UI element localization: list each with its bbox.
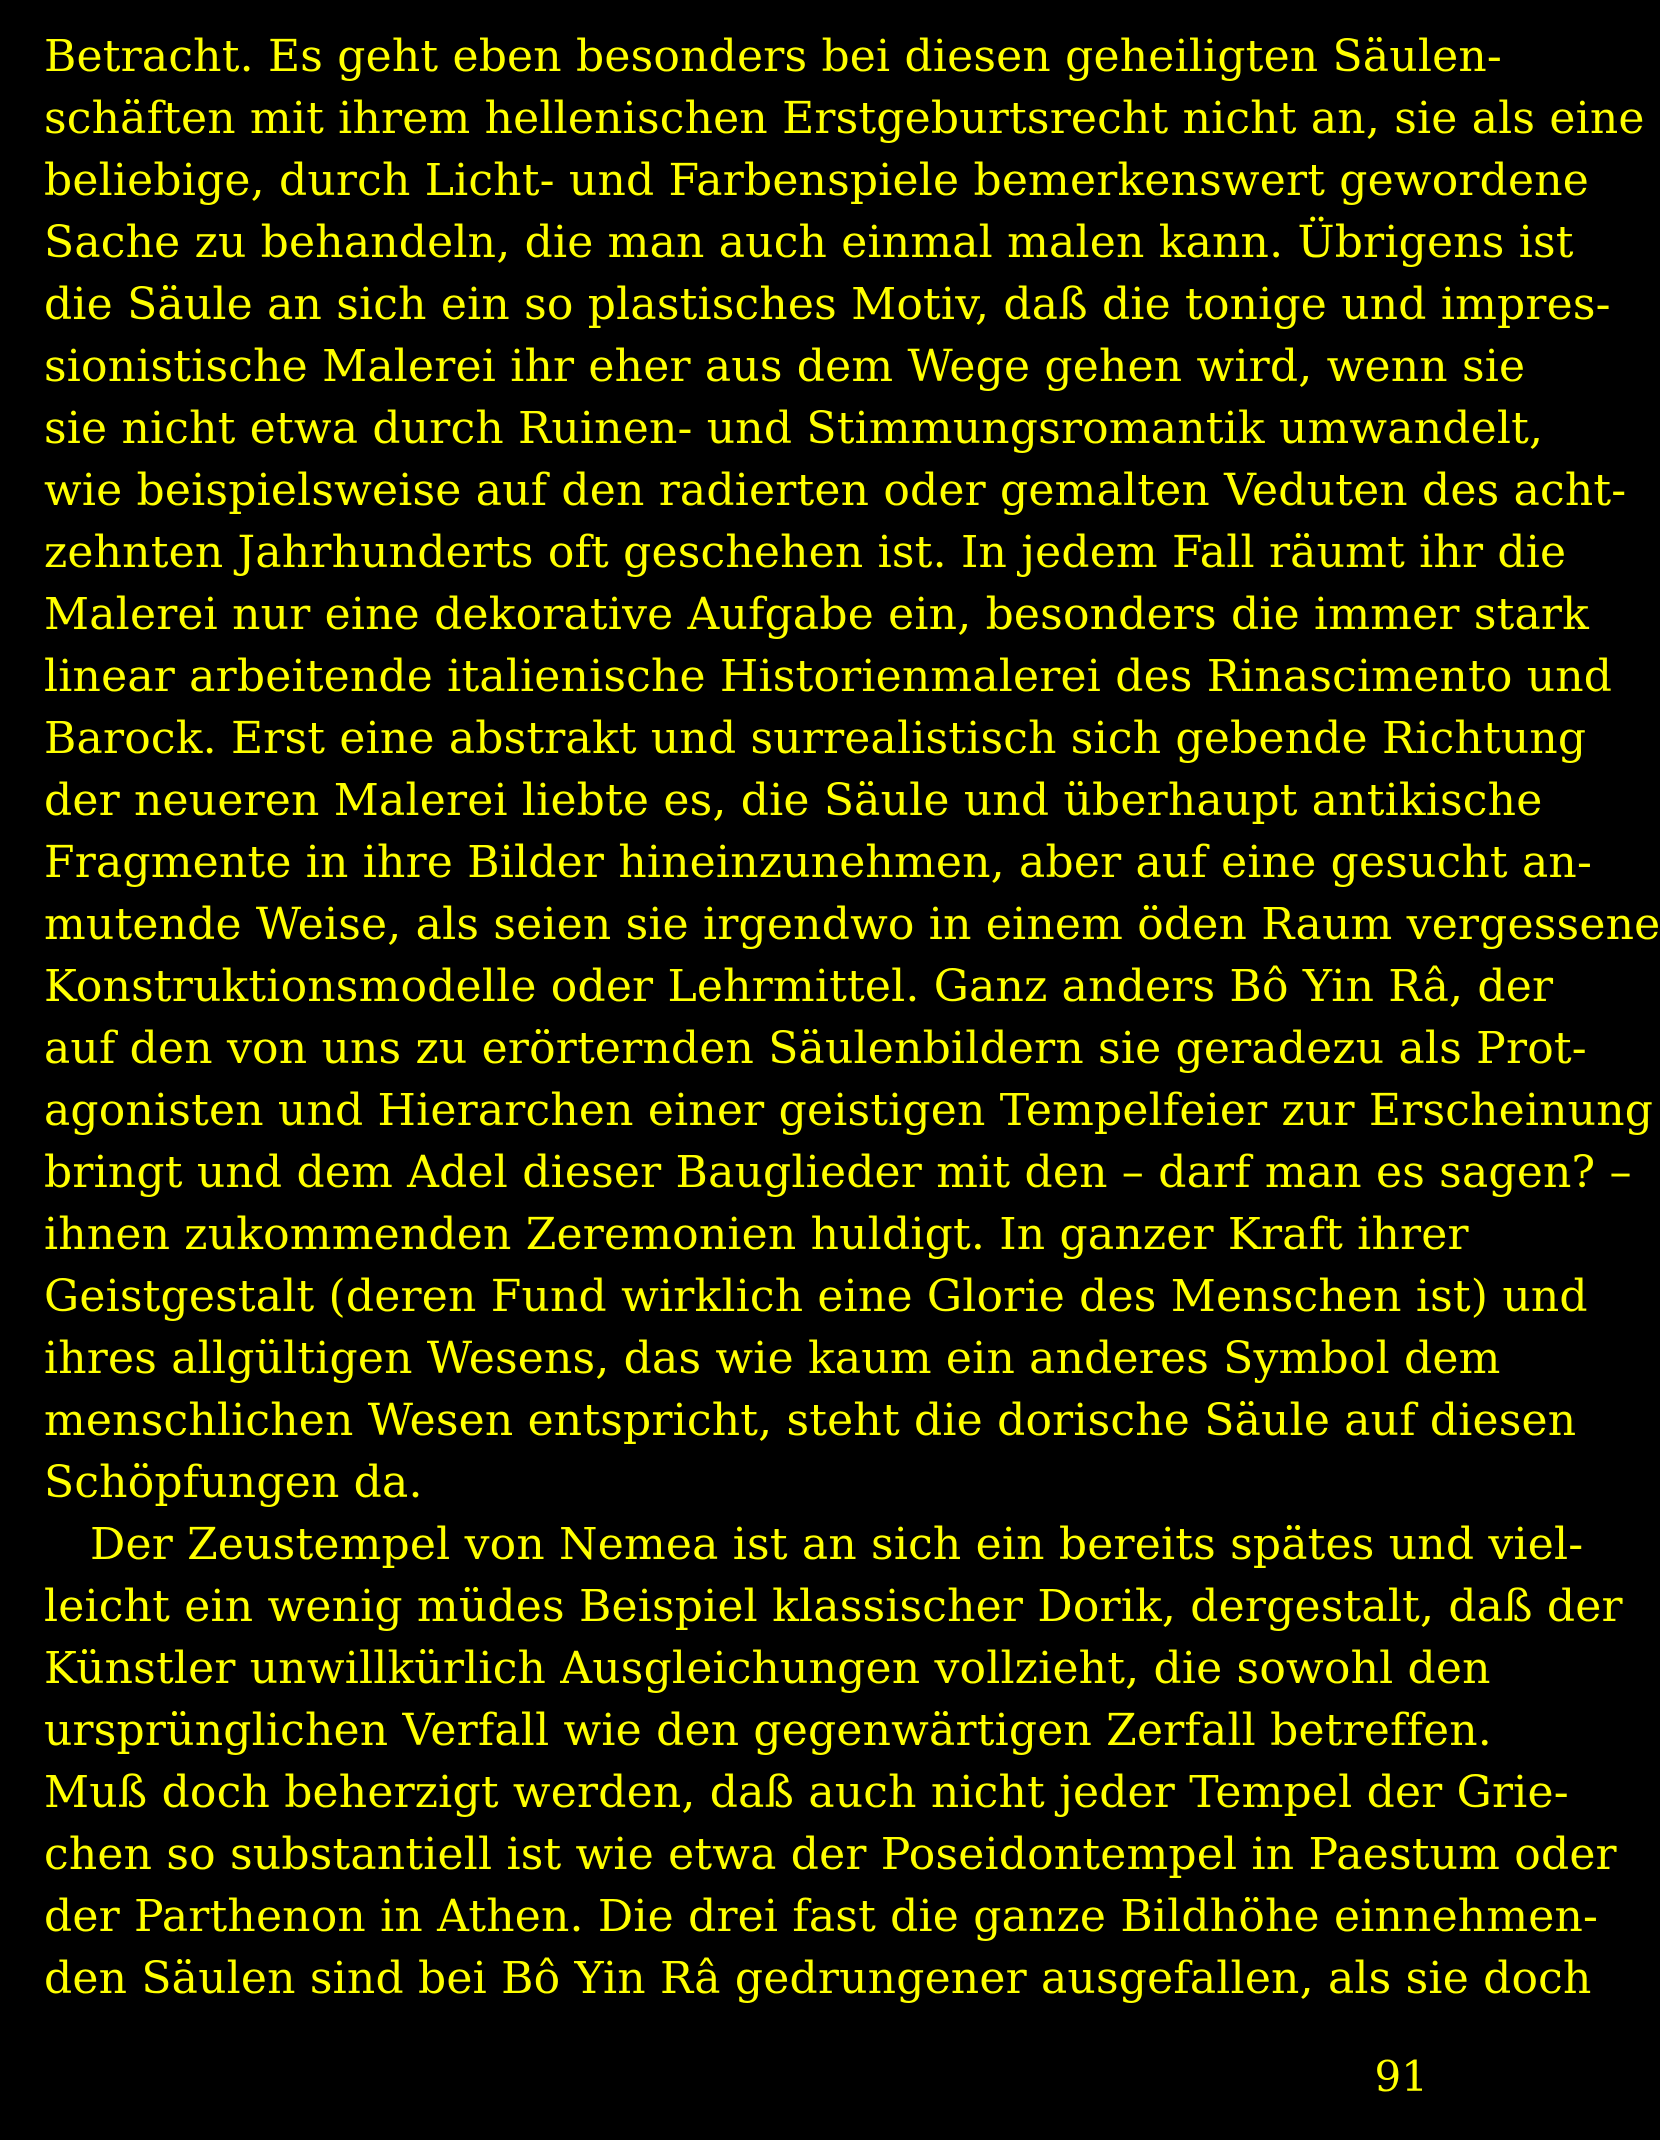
text-line: Geistgestalt (deren Fund wirklich eine Glorie des Menschen ist) und [44, 1271, 1588, 1322]
text-line: die Säule an sich ein so plastisches Motiv, daß die tonige und impres- [44, 279, 1611, 330]
text-line: zehnten Jahrhunderts oft geschehen ist. In jedem Fall räumt ihr die [44, 527, 1567, 578]
text-line: Malerei nur eine dekorative Aufgabe ein, besonders die immer stark [44, 589, 1590, 640]
text-line: Fragmente in ihre Bilder hineinzunehmen, aber auf eine gesucht an- [44, 837, 1593, 888]
text-line: sionistische Malerei ihr eher aus dem Wege gehen wird, wenn sie [44, 341, 1526, 392]
paragraph-1 [44, 26, 1660, 1514]
text-line: bringt und dem Adel dieser Bauglieder mit den – darf man es sagen? – [44, 1147, 1632, 1198]
text-line: menschlichen Wesen entspricht, steht die dorische Säule auf diesen [44, 1395, 1577, 1446]
text-line: Der Zeustempel von Nemea ist an sich ein bereits spätes und viel- [90, 1519, 1584, 1570]
text-line: den Säulen sind bei Bô Yin Râ gedrungener ausgefallen, als sie doch [44, 1953, 1592, 2004]
text-line: Betracht. Es geht eben besonders bei diesen geheiligten Säulen- [44, 31, 1502, 82]
text-line: Künstler unwillkürlich Ausgleichungen vollzieht, die sowohl den [44, 1643, 1491, 1694]
text-line: beliebige, durch Licht- und Farbenspiele bemerkenswert gewordene [44, 155, 1590, 206]
text-line: der Parthenon in Athen. Die drei fast die ganze Bildhöhe einnehmen- [44, 1891, 1599, 1942]
text-line: schäften mit ihrem hellenischen Erstgeburtsrecht nicht an, sie als eine [44, 93, 1645, 144]
page-number: 91 [1374, 2052, 1428, 2101]
text-line: der neueren Malerei liebte es, die Säule und überhaupt antikische [44, 775, 1543, 826]
text-line: ihres allgültigen Wesens, das wie kaum ein anderes Symbol dem [44, 1333, 1501, 1384]
text-line: wie beispielsweise auf den radierten oder gemalten Veduten des acht- [44, 465, 1627, 516]
text-line: Konstruktionsmodelle oder Lehrmittel. Ganz anders Bô Yin Râ, der [44, 961, 1554, 1012]
text-line: chen so substantiell ist wie etwa der Poseidontempel in Paestum oder [44, 1829, 1617, 1880]
text-line: mutende Weise, als seien sie irgendwo in einem öden Raum vergessene [44, 899, 1660, 950]
paragraph-2 [44, 1514, 1623, 2010]
text-line: ihnen zukommenden Zeremonien huldigt. In ganzer Kraft ihrer [44, 1209, 1469, 1260]
body-text [44, 26, 1660, 2010]
text-line: leicht ein wenig müdes Beispiel klassischer Dorik, dergestalt, daß der [44, 1581, 1623, 1632]
text-line: Barock. Erst eine abstrakt und surrealistisch sich gebende Richtung [44, 713, 1587, 764]
text-line: ursprünglichen Verfall wie den gegenwärtigen Zerfall betreffen. [44, 1705, 1492, 1756]
text-line: Sache zu behandeln, die man auch einmal malen kann. Übrigens ist [44, 217, 1574, 268]
text-line: Schöpfungen da. [44, 1457, 423, 1508]
text-line: agonisten und Hierarchen einer geistigen Tempelfeier zur Erscheinung [44, 1085, 1654, 1136]
text-line: sie nicht etwa durch Ruinen- und Stimmungsromantik umwandelt, [44, 403, 1544, 454]
text-line: auf den von uns zu erörternden Säulenbildern sie geradezu als Prot- [44, 1023, 1587, 1074]
text-line: linear arbeitende italienische Historienmalerei des Rinascimento und [44, 651, 1613, 702]
text-line: Muß doch beherzigt werden, daß auch nicht jeder Tempel der Grie- [44, 1767, 1569, 1818]
